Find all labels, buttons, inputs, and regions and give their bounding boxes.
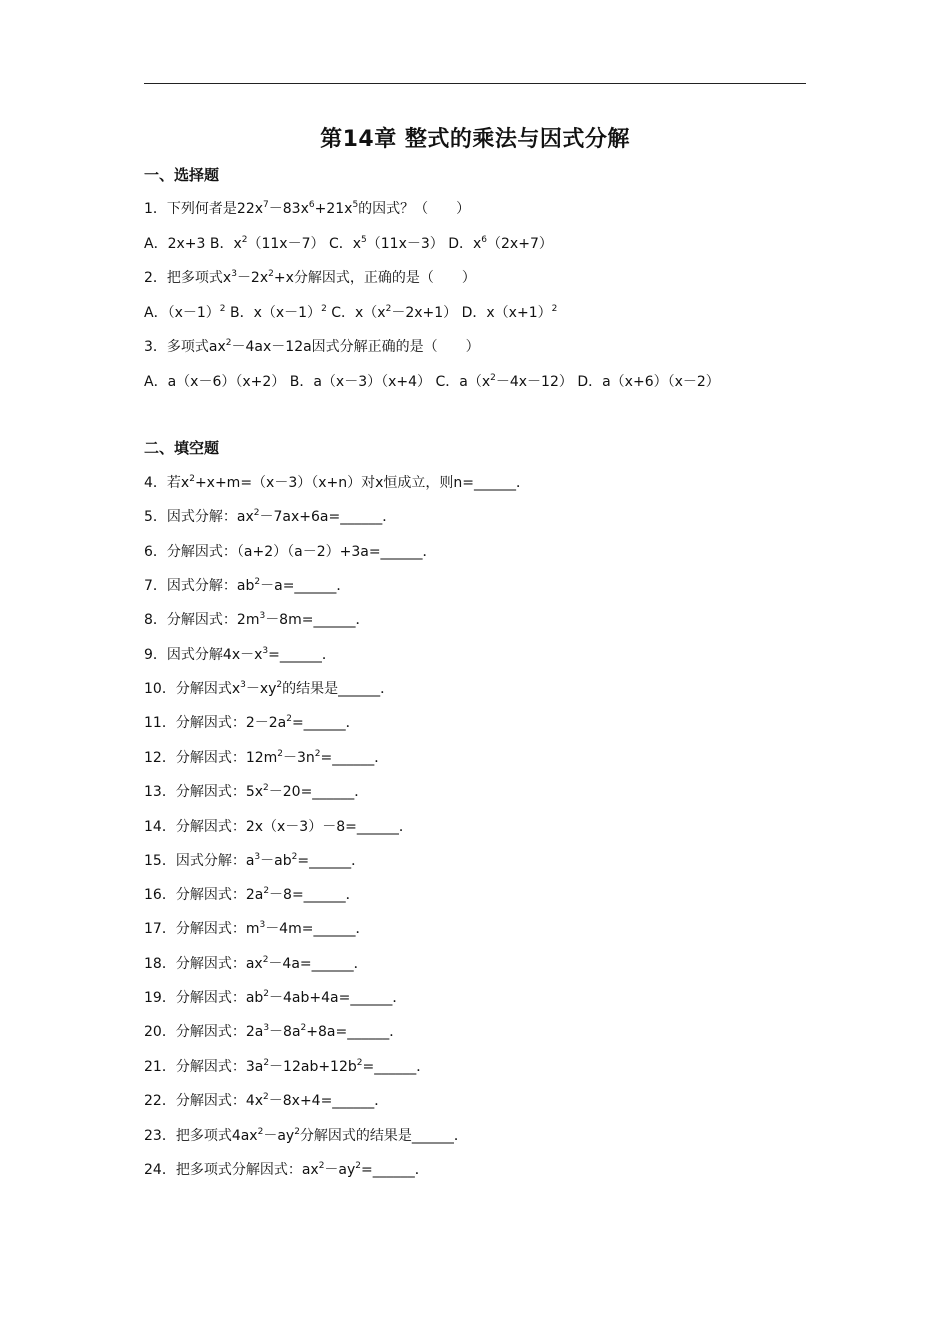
page-title: 第14章 整式的乘法与因式分解: [320, 127, 630, 152]
exponent: 2: [263, 1058, 270, 1068]
exponent: 6: [481, 235, 488, 245]
exponent: 2: [276, 680, 283, 690]
section-heading-choice: 一、选择题: [144, 166, 220, 184]
question-line: 1．下列何者是$22x^7-83x^6+21x^5$的因式？（ ）: [144, 200, 471, 217]
question-line: 11．分解因式：$2-2a^2=\_\_\_\_\_\_$．: [144, 714, 360, 731]
exponent: 2: [300, 1023, 307, 1033]
exponent: 2: [268, 269, 274, 279]
exponent: 2: [189, 474, 195, 484]
exponent: 2: [490, 373, 496, 383]
exponent: 2: [225, 338, 232, 348]
header-rule: [144, 83, 806, 84]
exponent: 2: [253, 508, 260, 518]
exponent: 2: [263, 783, 269, 793]
exponent: 2: [286, 714, 292, 724]
exponent: 2: [262, 955, 269, 965]
exponent: 2: [356, 1058, 363, 1068]
question-line: 6．分解因式：（a+2）（a－2）+3a=______．: [144, 544, 437, 560]
question-line: 8．分解因式：$2m^3-8m=\_\_\_\_\_\_$．: [144, 611, 370, 628]
exponent: 2: [294, 1127, 300, 1137]
exponent: 3: [254, 852, 261, 862]
exponent: 3: [259, 611, 266, 621]
exponent: 2: [291, 852, 298, 862]
section-heading-fill: 二、填空题: [144, 439, 220, 457]
question-line: A．2x+3 B．$x^2(11x-7)$ C．$x^5(11x-3)$ D．$x^6(2x+7)$: [144, 235, 553, 252]
exponent: 3: [259, 920, 266, 930]
exponent: 5: [352, 200, 359, 210]
question-line: 10．分解因式$x^3-xy^2$的结果是______．: [144, 680, 395, 697]
exponent: 2: [355, 1161, 362, 1171]
exponent: 3: [262, 646, 269, 656]
question-line: 16．分解因式：$2a^2-8=\_\_\_\_\_\_$．: [144, 886, 360, 903]
exponent: 2: [257, 1127, 264, 1137]
question-line: 22．分解因式：$4x^2-8x+4=\_\_\_\_\_\_$．: [144, 1092, 389, 1109]
question-line: A．a（x－6）（x+2） B．a（x－3）（x+4） C．$a(x^2-4x-12)$ D．a（x+6）（x－2）: [144, 373, 720, 390]
question-line: 15．因式分解：$a^3-ab^2=\_\_\_\_\_\_$．: [144, 852, 366, 869]
question-line: 23．把多项式$4ax^2-ay^2$分解因式的结果是______．: [144, 1127, 468, 1144]
question-line: 3．多项式$ax^2-4ax-12a$因式分解正确的是（ ）: [144, 338, 480, 355]
question-line: 18．分解因式：$ax^2-4a=\_\_\_\_\_\_$．: [144, 955, 368, 972]
question-line: 4．若$x^2+x+m=(x-3)(x+n)$对x恒成立，则n=______．: [144, 474, 531, 491]
exponent: 2: [241, 235, 248, 245]
question-line: 19．分解因式：$ab^2-4ab+4a=\_\_\_\_\_\_$．: [144, 989, 407, 1006]
question-line: 14．分解因式：2x（x－3）－8=______．: [144, 819, 413, 835]
question-line: 21．分解因式：$3a^2-12ab+12b^2=\_\_\_\_\_\_$．: [144, 1058, 431, 1075]
question-line: 5．因式分解：$ax^2-7ax+6a=\_\_\_\_\_\_$．: [144, 508, 397, 525]
question-line: 13．分解因式：$5x^2-20=\_\_\_\_\_\_$．: [144, 783, 369, 800]
exponent: 2: [551, 304, 558, 314]
exponent: 2: [263, 1092, 269, 1102]
question-line: 9．因式分解$4x-x^3=\_\_\_\_\_\_$．: [144, 646, 336, 663]
exponent: 6: [308, 200, 315, 210]
question-line: 17．分解因式：$m^3-4m=\_\_\_\_\_\_$．: [144, 920, 370, 937]
question-line: 2．把多项式$x^3-2x^2+x$分解因式，正确的是（ ）: [144, 269, 476, 286]
exponent: 2: [263, 886, 270, 896]
question-line: 20．分解因式：$2a^3-8a^2+8a=\_\_\_\_\_\_$．: [144, 1023, 404, 1040]
exponent: 2: [314, 749, 321, 759]
exponent: 3: [231, 269, 237, 279]
exponent: 2: [385, 304, 392, 314]
exponent: 2: [219, 304, 226, 314]
exponent: 5: [361, 235, 367, 245]
exponent: 2: [321, 304, 327, 314]
exponent: 2: [277, 749, 284, 759]
question-line: 12．分解因式：$12m^2-3n^2=\_\_\_\_\_\_$．: [144, 749, 389, 766]
question-line: 24．把多项式分解因式：$ax^2-ay^2=\_\_\_\_\_\_$．: [144, 1161, 429, 1178]
exponent: 3: [240, 680, 246, 690]
exponent: 3: [263, 1023, 270, 1033]
exponent: 7: [263, 200, 269, 210]
question-line: A．$(x-1)^2$ B．$x(x-1)^2$ C．$x(x^2-2x+1)$ D．$x(x+1)^2$: [144, 304, 558, 321]
exponent: 2: [254, 577, 261, 587]
exponent: 2: [263, 989, 270, 999]
exponent: 2: [318, 1161, 325, 1171]
question-line: 7．因式分解：$ab^2-a=\_\_\_\_\_\_$．: [144, 577, 351, 594]
